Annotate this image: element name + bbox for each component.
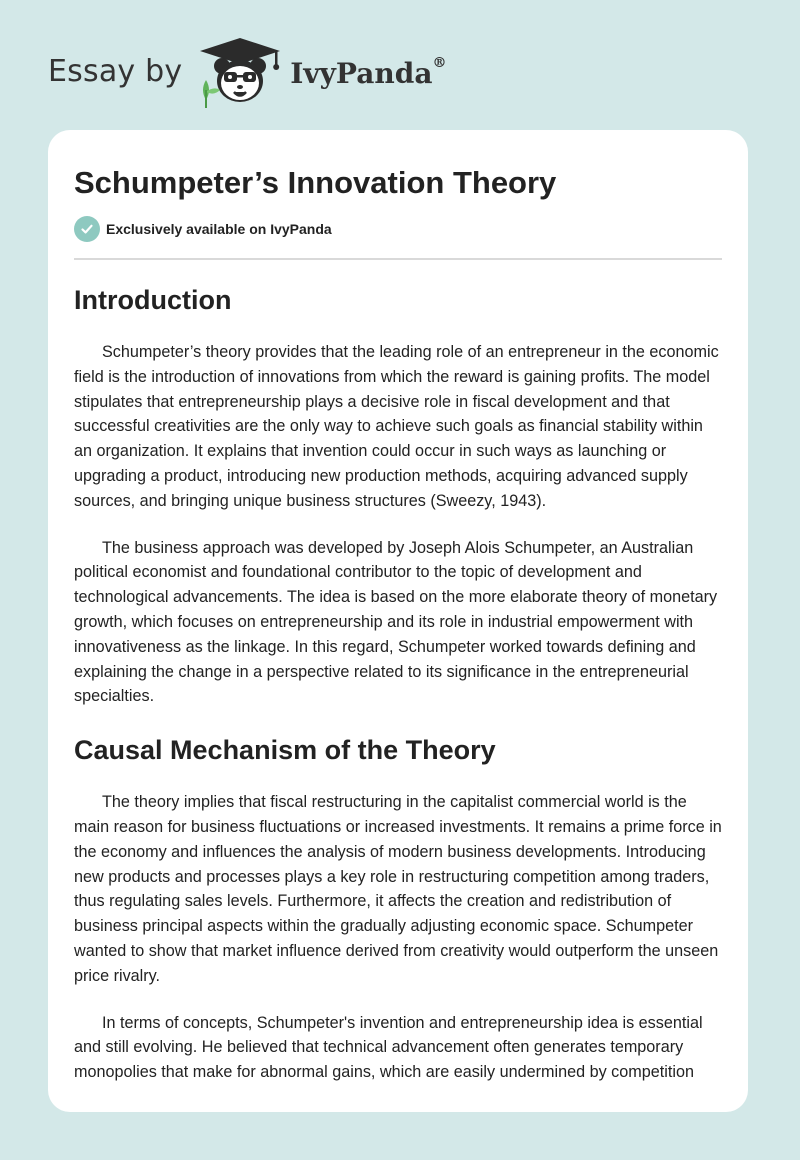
site-header: [48, 34, 446, 110]
essay-card: [48, 130, 748, 1112]
section-heading-introduction: Introduction: [74, 285, 232, 315]
paragraph: The theory implies that fiscal restructuring in the capitalist commercial world is the main reason for business fluctuations or increased investments. It remains a prime force in the economy and influences the analysis of modern business developments. Introducing new products and processes plays a key role in restructuring competition among traders, thus regulating sales levels. Furthermore, it affects the creation and redistribution of business principal aspects within the gradually adjusting economic space. Schumpeter wanted to show that market influence derived from creativity would outperform the unseen price rivalry.: [74, 793, 722, 985]
exclusive-label: Exclusively available on IvyPanda: [106, 221, 332, 237]
exclusive-badge: [74, 216, 722, 242]
paragraph: Schumpeter’s theory provides that the leading role of an entrepreneur in the economic field is the introduction of innovations from which the reward is gaining profits. The model stipulates that entrepreneurship plays a decisive role in fiscal development and that successful creativities are the only way to achieve such goals as financial stability within an organization. It explains that invention could occur in such ways as launching or upgrading a product, introducing new production methods, acquiring advanced supply sources, and bringing unique business structures (Sweezy, 1943).: [74, 343, 719, 510]
check-circle-icon: [74, 216, 100, 242]
essay-by-label: Essay by: [48, 53, 183, 89]
title-divider: [74, 258, 722, 260]
section-heading-causal-mechanism: Causal Mechanism of the Theory: [74, 735, 496, 766]
paragraph: In terms of concepts, Schumpeter's invention and entrepreneurship idea is essential and still evolving. He believed that technical advancement often generates temporary monopolies that make for abnormal gains, which are easily undermined by competition: [74, 1013, 703, 1082]
essay-content: [74, 130, 722, 1085]
essay-title: Schumpeter’s Innovation Theory: [74, 165, 557, 200]
brand-name[interactable]: [290, 54, 447, 90]
registered-mark: ®: [432, 54, 447, 71]
brand-text: IvyPanda: [290, 56, 433, 90]
paragraph: The business approach was developed by Joseph Alois Schumpeter, an Australian political economist and foundational contributor to the topic of development and technological advancements. The idea is based on the more elaborate theory of monetary growth, which focuses on entrepreneurship and its role in industrial empowerment with innovativeness as the linkage. In this regard, Schumpeter worked towards defining and explaining the change in a perspective related to its significance in the entrepreneurial specialties.: [74, 538, 718, 706]
panda-graduate-logo-icon[interactable]: [196, 34, 284, 110]
